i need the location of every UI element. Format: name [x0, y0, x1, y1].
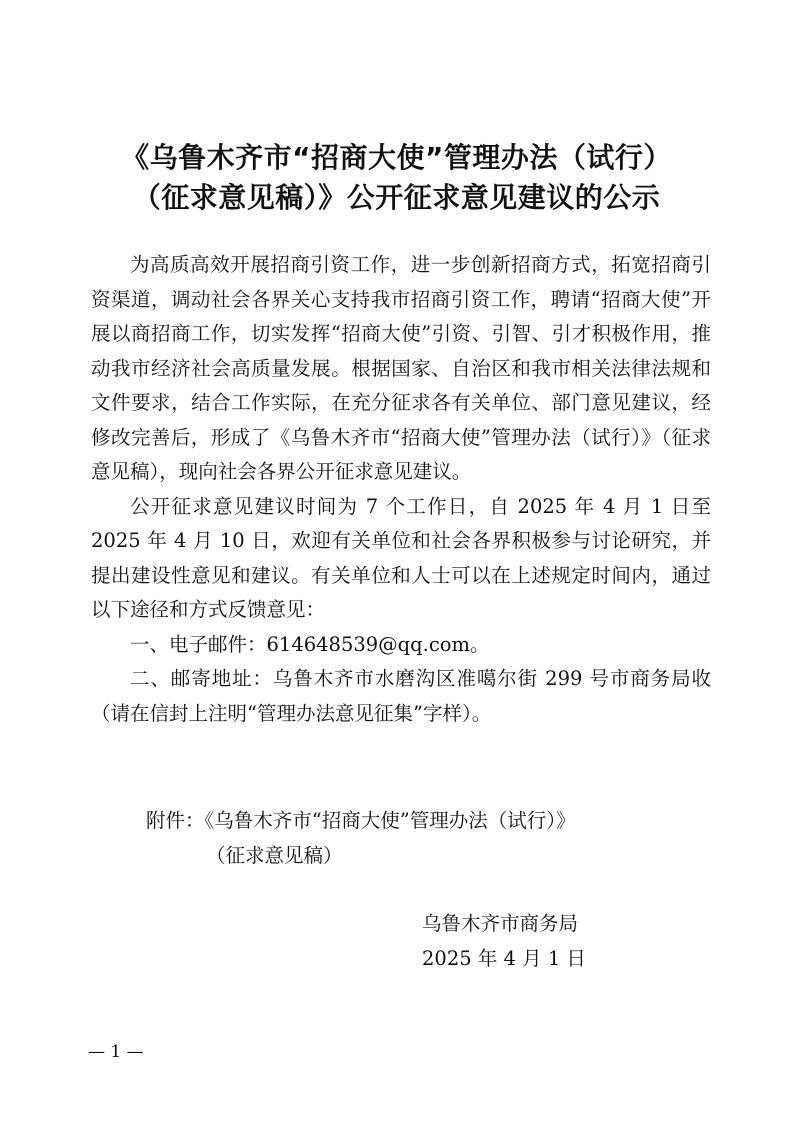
document-title-line-2: （征求意见稿）》公开征求意见建议的公示 [132, 181, 661, 214]
document-title-line-1: 《乌鲁木齐市“招商大使”管理办法（试行） [121, 141, 672, 174]
page-number: — 1 — [88, 1042, 144, 1062]
attachment-line-2: （征求意见稿） [206, 843, 343, 867]
signature-date: 2025 年 4 月 1 日 [422, 946, 586, 970]
paragraph-email: 一、电子邮件：614648539@qq.com。 [130, 632, 490, 656]
paragraph-period: 公开征求意见建议时间为 7 个工作日，自 2025 年 4 月 1 日至 2025 年 4 月 10 日，欢迎有关单位和社会各界积极参与讨论研究，并提出建设性意见和建议。有关单位和人士可以在上述规定时间内，通过以下途径和方式反馈意见： [91, 494, 711, 621]
signature-block [422, 907, 586, 976]
paragraph-address: 二、邮寄地址：乌鲁木齐市水磨沟区准噶尔街 299 号市商务局收（请在信封上注明“管理办法意见征集”字样）。 [91, 667, 711, 725]
signature-org: 乌鲁木齐市商务局 [422, 912, 579, 935]
document-body [91, 248, 711, 731]
attachment-line-1: 附件：《乌鲁木齐市“招商大使”管理办法（试行）》 [146, 809, 576, 832]
attachment-note [146, 804, 575, 873]
paragraph-intro: 为高质高效开展招商引资工作，进一步创新招商方式，拓宽招商引资渠道，调动社会各界关心支持我市招商引资工作，聘请“招商大使”开展以商招商工作，切实发挥“招商大使”引资、引智、引才积极作用，推动我市经济社会高质量发展。根据国家、自治区和我市相关法律法规和文件要求，结合工作实际，在充分征求各有关单位、部门意见建议，经修改完善后，形成了《乌鲁木齐市“招商大使”管理办法（试行）》（征求意见稿），现向社会各界公开征求意见建议。 [91, 253, 711, 483]
